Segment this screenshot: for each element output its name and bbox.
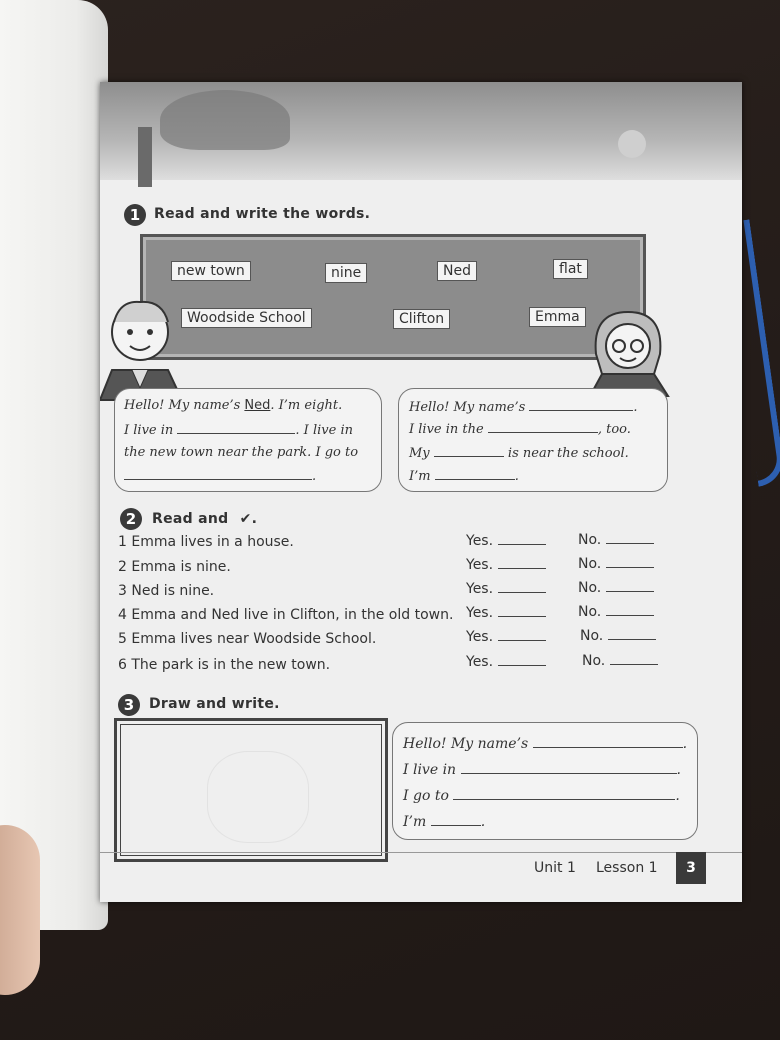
item-text: Ned is nine. [131, 583, 215, 599]
emma-blank-1[interactable] [529, 398, 633, 411]
emma-line3-end: is near the school. [503, 446, 629, 461]
task3-speech-bubble [392, 722, 698, 840]
task2-yes-2[interactable]: Yes. [466, 556, 546, 573]
item-text: Emma lives in a house. [131, 534, 294, 550]
task2-item-3 [118, 583, 214, 599]
banner-illustration [160, 90, 290, 150]
task3-line1-start: Hello! My name’s [403, 736, 533, 752]
task3-line2-end: . [676, 762, 681, 778]
task3-line4-end: . [480, 814, 486, 830]
task1-title: Read and write the words. [154, 206, 371, 222]
task2-title [152, 511, 257, 527]
task2-no-2[interactable]: No. [578, 555, 654, 572]
drawing-area[interactable] [114, 718, 388, 862]
emma-line2-start: I live in the [409, 422, 488, 437]
ned-line1-start: Hello! My name’s [124, 398, 245, 413]
footer-lesson: Lesson 1 [596, 860, 658, 876]
emma-blank-2[interactable] [488, 420, 598, 433]
banner-circle-icon [618, 130, 646, 158]
task2-item-4 [118, 607, 453, 623]
banner-post [138, 127, 152, 187]
item-number: 2 [118, 559, 127, 575]
task2-no-5[interactable]: No. [580, 627, 656, 644]
item-number: 6 [118, 657, 127, 673]
task2-yes-4[interactable]: Yes. [466, 604, 546, 621]
ned-line2-start: I live in [124, 423, 178, 438]
task3-title: Draw and write. [149, 696, 280, 712]
task3-blank-2[interactable] [461, 761, 677, 774]
check-mark-icon: ✔. [239, 511, 258, 527]
word-nine: nine [325, 263, 367, 283]
task3-blank-3[interactable] [453, 787, 675, 800]
word-woodside-school: Woodside School [181, 308, 312, 328]
item-text: The park is in the new town. [131, 657, 331, 673]
emma-blank-4[interactable] [435, 467, 515, 480]
task3-line2-start: I live in [403, 762, 461, 778]
emma-blank-3[interactable] [434, 444, 504, 457]
ned-line4-end: . [312, 469, 317, 484]
word-new-town: new town [171, 261, 251, 281]
ned-line1-end: . I’m eight. [270, 398, 343, 413]
task3-line3-end: . [675, 788, 680, 804]
word-board [140, 234, 646, 360]
item-text: Emma is nine. [131, 559, 231, 575]
ned-name-answer: Ned [244, 398, 271, 413]
task3-line3-start: I go to [403, 788, 454, 804]
task2-yes-1[interactable]: Yes. [466, 532, 546, 549]
ned-speech-bubble [114, 388, 382, 492]
task2-no-3[interactable]: No. [578, 579, 654, 596]
ned-blank-1[interactable] [177, 421, 295, 434]
emma-line3-start: My [409, 446, 434, 461]
emma-line1-start: Hello! My name’s [409, 400, 530, 415]
task2-item-2 [118, 559, 231, 575]
emma-line4-start: I’m [409, 469, 435, 484]
item-number: 1 [118, 534, 127, 550]
ned-line3: the new town near the park. I go to [124, 445, 359, 460]
workbook-page [100, 82, 742, 902]
ned-illustration [100, 292, 190, 402]
emma-line1-end: . [633, 400, 638, 415]
task3-blank-1[interactable] [533, 735, 683, 748]
footer-unit: Unit 1 [534, 860, 576, 876]
page-number: 3 [676, 852, 706, 884]
task2-item-1 [118, 534, 294, 550]
task1-number: 1 [124, 204, 146, 226]
word-ned: Ned [437, 261, 477, 281]
task3-number: 3 [118, 694, 140, 716]
task2-yes-3[interactable]: Yes. [466, 580, 546, 597]
ned-blank-2[interactable] [124, 467, 312, 480]
emma-line4-end: . [514, 469, 519, 484]
task2-title-text: Read and [152, 511, 229, 527]
word-flat: flat [553, 259, 588, 279]
item-text: Emma lives near Woodside School. [131, 631, 377, 647]
task2-yes-6[interactable]: Yes. [466, 653, 546, 670]
item-number: 5 [118, 631, 127, 647]
task3-line1-end: . [682, 736, 688, 752]
task3-line4-start: I’m [403, 814, 431, 830]
faint-show-through [207, 751, 309, 843]
emma-illustration [582, 304, 672, 398]
task2-no-1[interactable]: No. [578, 531, 654, 548]
task2-item-5 [118, 631, 376, 647]
word-clifton: Clifton [393, 309, 450, 329]
task3-blank-4[interactable] [431, 813, 481, 826]
ned-line2-end: . I live in [295, 423, 353, 438]
emma-speech-bubble [398, 388, 668, 492]
task2-no-4[interactable]: No. [578, 603, 654, 620]
item-number: 3 [118, 583, 127, 599]
task2-number: 2 [120, 508, 142, 530]
item-text: Emma and Ned live in Clifton, in the old town. [131, 607, 454, 623]
task2-item-6 [118, 657, 330, 673]
left-page [0, 0, 108, 930]
word-emma: Emma [529, 307, 586, 327]
task2-yes-5[interactable]: Yes. [466, 628, 546, 645]
header-banner [100, 82, 742, 180]
emma-line2-end: , too. [597, 422, 631, 437]
task2-no-6[interactable]: No. [582, 652, 658, 669]
thumb [0, 825, 40, 995]
item-number: 4 [118, 607, 127, 623]
footer-divider [100, 852, 742, 853]
